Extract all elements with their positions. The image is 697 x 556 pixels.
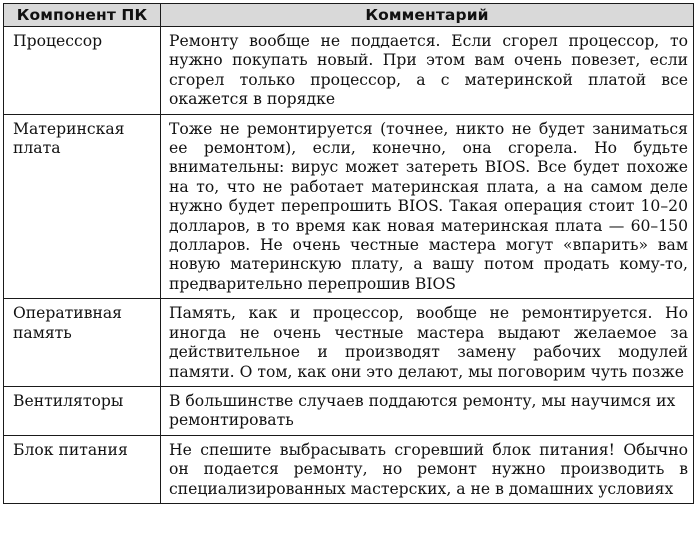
table-row (4, 114, 694, 299)
header-comment: Комментарий (161, 4, 694, 27)
cell-comment-motherboard: Тоже не ремонтируется (точнее, никто не будет заниматься ее ремонтом), если, конечно, она сгорела. Но будьте внимательны: вирус может затереть BIOS. Все будет похоже на то, что не работает материнская плата, а на самом деле нужно будет перепрошить BIOS. Такая операция стоит 10–20 долларов, в то время как новая материнская плата — 60–150 долларов. Не очень честные мастера могут «впарить» вам новую материнскую плату, а вашу потом продать кому-то, предварительно перепрошив BIOS (161, 114, 694, 299)
table-header-row (4, 4, 694, 27)
cell-comment-fans: В большинстве случаев поддаются ремонту, мы научимся их ремонтировать (161, 386, 694, 435)
cell-comment-ram: Память, как и процессор, вообще не ремонтируется. Но иногда не очень честные мастера выдают желаемое за действительное и производят замену рабочих модулей памяти. О том, как они это делают, мы поговорим чуть позже (161, 299, 694, 387)
cell-component-processor: Процессор (4, 27, 161, 115)
table-row (4, 386, 694, 435)
cell-comment-processor: Ремонту вообще не поддается. Если сгорел процессор, то нужно покупать новый. При этом вам очень повезет, если сгорел только процессор, а с материнской платой все окажется в порядке (161, 27, 694, 115)
cell-comment-psu: Не спешите выбрасывать сгоревший блок питания! Обычно он подается ремонту, но ремонт нужно производить в специализированных мастерских, а не в домашних условиях (161, 435, 694, 503)
cell-component-ram: Оперативная память (4, 299, 161, 387)
header-component: Компонент ПК (4, 4, 161, 27)
table-row (4, 27, 694, 115)
table-row (4, 299, 694, 387)
cell-component-psu: Блок питания (4, 435, 161, 503)
table-row (4, 435, 694, 503)
pc-components-table (3, 3, 694, 504)
cell-component-fans: Вентиляторы (4, 386, 161, 435)
cell-component-motherboard: Материнская плата (4, 114, 161, 299)
